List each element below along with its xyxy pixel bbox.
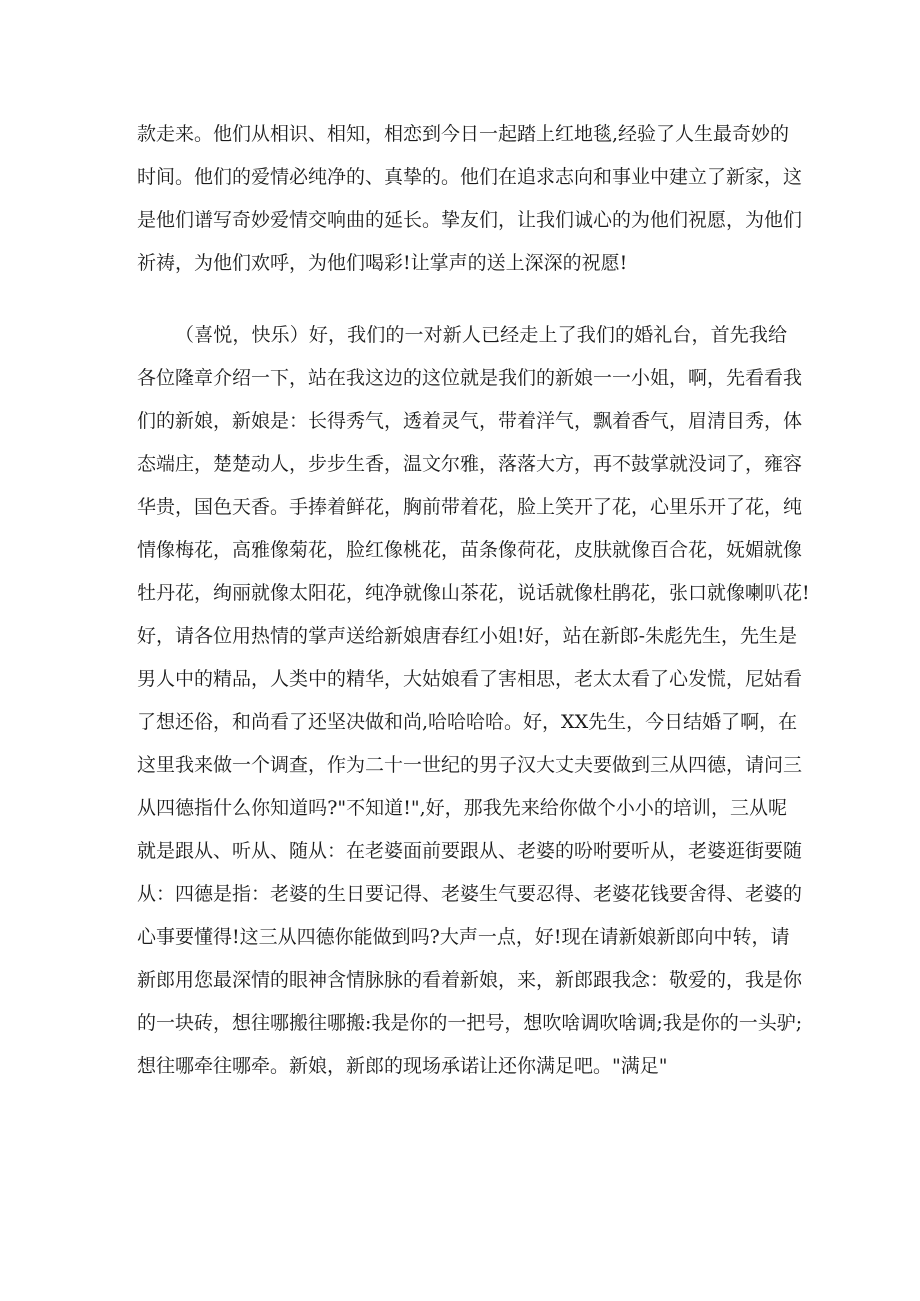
text-line: 牡丹花，绚丽就像太阳花，纯净就像山茶花，说话就像杜鹃花，张口就像喇叭花!	[137, 582, 810, 604]
text-line: 这里我来做一个调查，作为二十一世纪的男子汉大丈夫要做到三从四德，请问三	[137, 754, 803, 776]
text-line: 态端庄，楚楚动人，步步生香，温文尔雅，落落大方，再不鼓掌就没词了，雍容	[137, 453, 803, 475]
text-line: 祈祷，为他们欢呼，为他们喝彩!让掌声的送上深深的祝愿!	[137, 252, 628, 274]
text-line: 的一块砖，想往哪搬往哪搬:我是你的一把号，想吹啥调吹啥调;我是你的一头驴;	[137, 1012, 803, 1034]
paragraph-2	[137, 314, 810, 1088]
text-line: 从：四德是指：老婆的生日要记得、老婆生气要忍得、老婆花钱要舍得、老婆的	[137, 883, 803, 905]
text-line: 想往哪牵往哪牵。新娘，新郎的现场承诺让还你满足吧。"满足"	[137, 1055, 668, 1077]
text-line: 从四德指什么你知道吗?"不知道!",好，那我先来给你做个小小的培训，三从呢	[137, 797, 787, 819]
text-line: （喜悦，快乐）好，我们的一对新人已经走上了我们的婚礼台，首先我给	[175, 324, 787, 346]
text-line: 们的新娘，新娘是：长得秀气，透着灵气，带着洋气，飘着香气，眉清目秀，体	[137, 410, 803, 432]
text-line: 新郎用您最深情的眼神含情脉脉的看着新娘，来，新郎跟我念：敬爱的，我是你	[137, 969, 803, 991]
text-line: 华贵，国色天香。手捧着鲜花，胸前带着花，脸上笑开了花，心里乐开了花，纯	[137, 496, 803, 518]
text-line: 情像梅花，高雅像菊花，脸红像桃花，苗条像荷花，皮肤就像百合花，妩媚就像	[137, 539, 803, 561]
text-line: 心事要懂得!这三从四德你能做到吗?大声一点，好!现在请新娘新郎向中转，请	[137, 926, 790, 948]
text-line: 是他们谱写奇妙爱情交响曲的延长。挚友们，让我们诚心的为他们祝愿，为他们	[137, 209, 803, 231]
text-line: 了想还俗，和尚看了还坚决做和尚,哈哈哈哈。好，XX先生，今日结婚了啊，在	[137, 711, 798, 733]
text-line: 就是跟从、听从、随从：在老婆面前要跟从、老婆的吩咐要听从，老婆逛街要随	[137, 840, 803, 862]
paragraph-1	[137, 113, 803, 285]
text-line: 款走来。他们从相识、相知，相恋到今日一起踏上红地毯,经验了人生最奇妙的	[137, 123, 790, 145]
text-line: 各位隆章介绍一下，站在我这边的这位就是我们的新娘一一小姐，啊，先看看我	[137, 367, 803, 389]
text-line: 时间。他们的爱情必纯净的、真挚的。他们在追求志向和事业中建立了新家，这	[137, 166, 803, 188]
text-line: 男人中的精品，人类中的精华，大姑娘看了害相思，老太太看了心发慌，尼姑看	[137, 668, 803, 690]
text-line: 好，请各位用热情的掌声送给新娘唐春红小姐!好，站在新郎-朱彪先生，先生是	[137, 625, 798, 647]
